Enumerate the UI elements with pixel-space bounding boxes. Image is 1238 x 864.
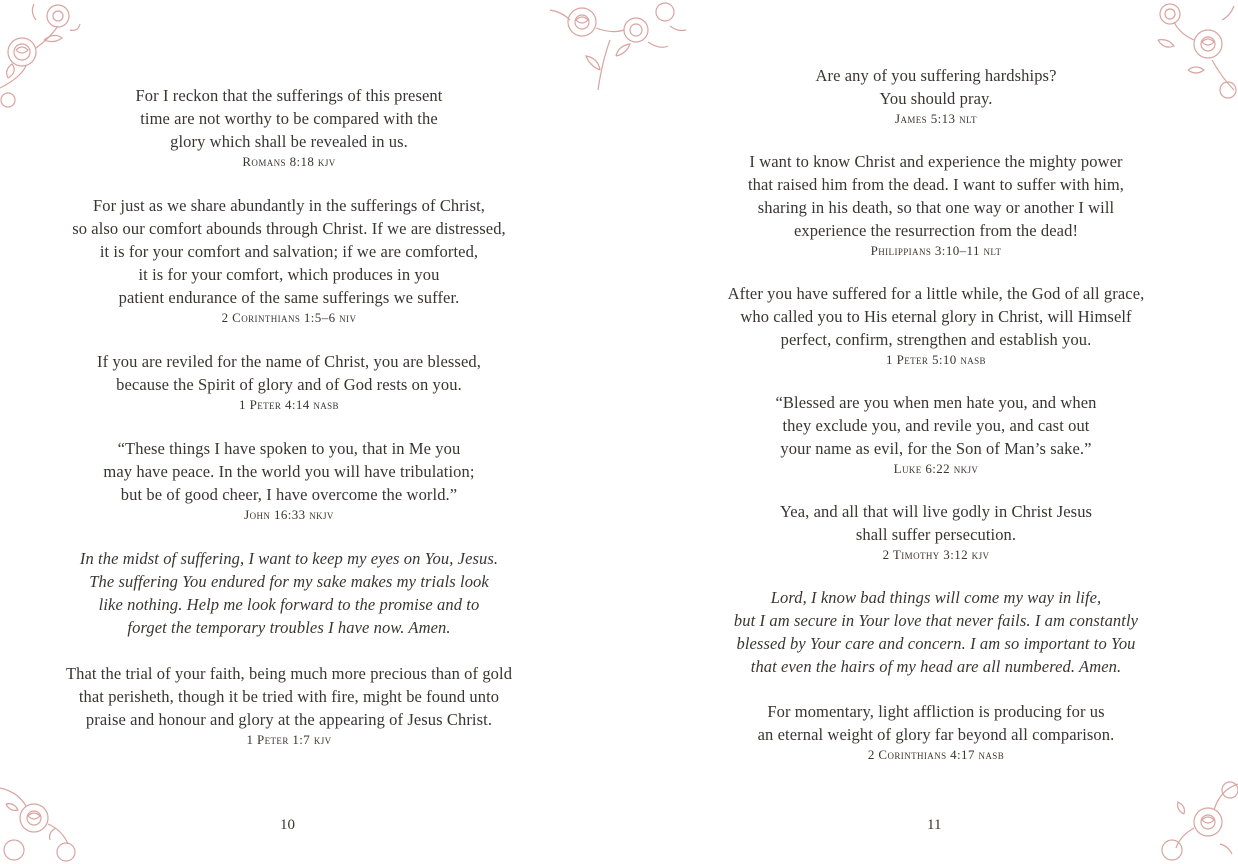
- verse-line: they exclude you, and revile you, and cast out: [782, 416, 1090, 435]
- rose-flourish-icon: [540, 0, 690, 100]
- verse-line: because the Spirit of glory and of God rests on you.: [116, 375, 462, 394]
- rose-flourish-icon: [0, 0, 82, 110]
- verse-passage: [636, 700, 1236, 764]
- scripture-reference: 1 Peter 4:14 nasb: [239, 397, 339, 412]
- verse-passage: [636, 500, 1236, 564]
- prayer-line: like nothing. Help me look forward to the promise and to: [98, 595, 480, 614]
- scripture-reference: 2 Corinthians 1:5–6 niv: [221, 310, 357, 325]
- verse-passage: [636, 64, 1236, 128]
- scripture-reference: 1 Peter 1:7 kjv: [246, 732, 332, 747]
- verse-passage: [636, 150, 1236, 260]
- right-page: [636, 0, 1236, 864]
- scripture-reference: Romans 8:18 kjv: [242, 154, 336, 169]
- verse-line: time are not worthy to be compared with the: [140, 109, 438, 128]
- verse-line: For just as we share abundantly in the sufferings of Christ,: [92, 196, 485, 215]
- prayer-line: that even the hairs of my head are all numbered. Amen.: [750, 657, 1122, 676]
- rose-flourish-icon: [1148, 0, 1238, 110]
- scripture-reference: Philippians 3:10–11 nlt: [870, 243, 1002, 258]
- verse-line: For momentary, light affliction is producing for us: [767, 702, 1105, 721]
- verse-passage: [0, 662, 578, 749]
- verse-passage: [0, 84, 578, 171]
- verse-line: shall suffer persecution.: [855, 525, 1017, 544]
- verse-line: so also our comfort abounds through Christ. If we are distressed,: [72, 219, 506, 238]
- scripture-reference: John 16:33 nkjv: [244, 507, 334, 522]
- rose-flourish-icon: [0, 774, 90, 864]
- verse-passage: [636, 282, 1236, 369]
- verse-line: That the trial of your faith, being much more precious than of gold: [65, 664, 513, 683]
- scripture-reference: James 5:13 nlt: [895, 111, 977, 126]
- verse-line: sharing in his death, so that one way or another I will: [757, 198, 1115, 217]
- prayer-passage: [0, 547, 578, 639]
- verse-line: it is for your comfort and salvation; if we are comforted,: [99, 242, 479, 261]
- rose-flourish-icon: [1150, 774, 1238, 864]
- prayer-line: In the midst of suffering, I want to keep my eyes on You, Jesus.: [79, 549, 499, 568]
- verse-line: who called you to His eternal glory in Christ, will Himself: [740, 307, 1132, 326]
- verse-passage: [0, 194, 578, 327]
- verse-line: praise and honour and glory at the appearing of Jesus Christ.: [85, 710, 493, 729]
- verse-line: For I reckon that the sufferings of this present: [135, 86, 443, 105]
- verse-line: your name as evil, for the Son of Man’s sake.”: [780, 439, 1092, 458]
- scripture-reference: 2 Timothy 3:12 kjv: [882, 547, 990, 562]
- verse-line: glory which shall be revealed in us.: [170, 132, 408, 151]
- verse-line: After you have suffered for a little while, the God of all grace,: [727, 284, 1145, 303]
- prayer-passage: [636, 586, 1236, 678]
- verse-line: but be of good cheer, I have overcome the world.”: [120, 485, 458, 504]
- verse-line: “These things I have spoken to you, that in Me you: [117, 439, 461, 458]
- prayer-line: The suffering You endured for my sake makes my trials look: [89, 572, 489, 591]
- verse-line: experience the resurrection from the dead!: [793, 221, 1079, 240]
- verse-line: that perisheth, though it be tried with fire, might be found unto: [78, 687, 500, 706]
- page-number: 11: [927, 817, 942, 833]
- verse-line: it is for your comfort, which produces in you: [138, 265, 440, 284]
- verse-line: an eternal weight of glory far beyond all comparison.: [757, 725, 1115, 744]
- left-passages: [0, 84, 578, 772]
- scripture-reference: 1 Peter 5:10 nasb: [886, 352, 986, 367]
- left-page: [0, 0, 578, 864]
- prayer-line: forget the temporary troubles I have now. Amen.: [127, 618, 451, 637]
- scripture-reference: Luke 6:22 nkjv: [893, 461, 979, 476]
- verse-line: perfect, confirm, strengthen and establish you.: [780, 330, 1092, 349]
- verse-line: Yea, and all that will live godly in Christ Jesus: [779, 502, 1093, 521]
- verse-line: may have peace. In the world you will have tribulation;: [103, 462, 475, 481]
- page-number: 10: [280, 817, 295, 833]
- verse-line: “Blessed are you when men hate you, and when: [775, 393, 1097, 412]
- verse-passage: [636, 391, 1236, 478]
- verse-passage: [0, 437, 578, 524]
- verse-line: If you are reviled for the name of Christ, you are blessed,: [97, 352, 481, 371]
- verse-line: patient endurance of the same sufferings we suffer.: [118, 288, 460, 307]
- verse-line: Are any of you suffering hardships?: [815, 66, 1057, 85]
- verse-passage: [0, 350, 578, 414]
- verse-line: I want to know Christ and experience the mighty power: [749, 152, 1123, 171]
- prayer-line: but I am secure in Your love that never fails. I am constantly: [733, 611, 1139, 630]
- verse-line: that raised him from the dead. I want to suffer with him,: [747, 175, 1125, 194]
- verse-line: You should pray.: [879, 89, 993, 108]
- prayer-line: Lord, I know bad things will come my way in life,: [770, 588, 1102, 607]
- scripture-reference: 2 Corinthians 4:17 nasb: [867, 747, 1005, 762]
- right-passages: [636, 64, 1236, 786]
- prayer-line: blessed by Your care and concern. I am so important to You: [736, 634, 1136, 653]
